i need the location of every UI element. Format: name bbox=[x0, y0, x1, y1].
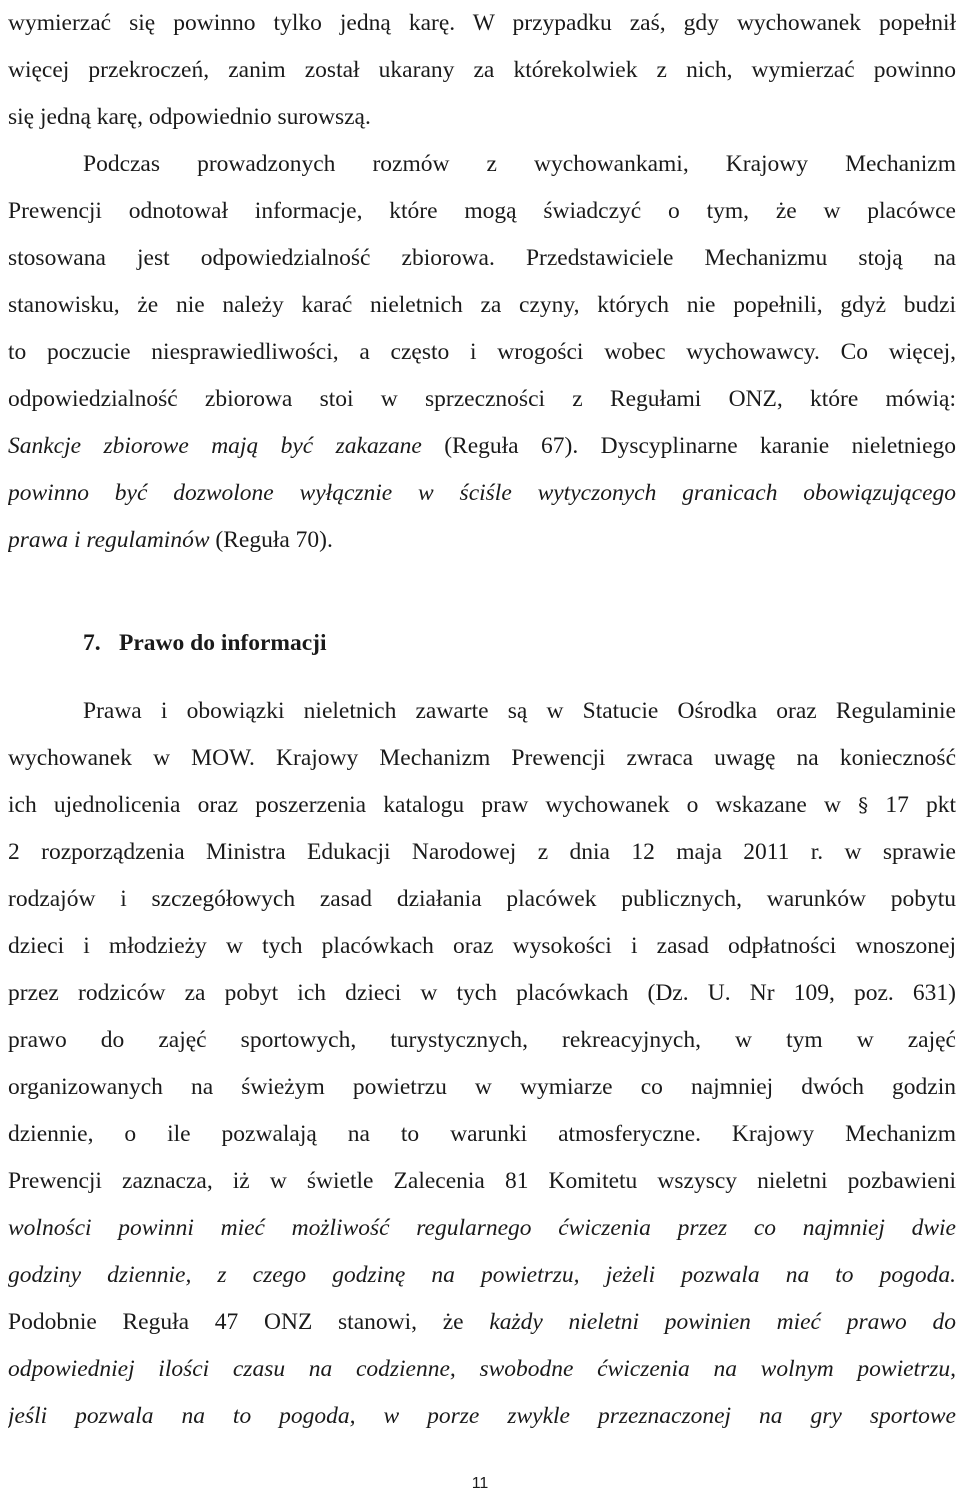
paragraph-2-line-9 bbox=[8, 517, 956, 564]
paragraph-3-line-5: rodzajów i szczegółowych zasad działania placówek publicznych, warunków pobytu bbox=[8, 886, 956, 912]
paragraph-3-line-1: Prawa i obowiązki nieletnich zawarte są w Statucie Ośrodka oraz Regulaminie bbox=[83, 698, 956, 724]
quote-text: odpowiedniej ilości czasu na codzienne, swobodne ćwiczenia na wolnym powietrzu, bbox=[8, 1356, 956, 1382]
paragraph-1-line-3: się jedną karę, odpowiednio surowszą. bbox=[8, 104, 371, 130]
paragraph-3-line-3 bbox=[8, 782, 956, 829]
paragraph-3-line-11: Prewencji zaznacza, iż w świetle Zalecenia 81 Komitetu wszyscy nieletni pozbawieni bbox=[8, 1168, 956, 1194]
paragraph-2-line-4: stanowisku, że nie należy karać nieletnich za czyny, których nie popełnili, gdyż budzi bbox=[8, 292, 956, 318]
paragraph-1-line-1: wymierzać się powinno tylko jedną karę. W przypadku zaś, gdy wychowanek popełnił bbox=[8, 10, 956, 36]
paragraph-3-line-7: przez rodziców za pobyt ich dzieci w tych placówkach (Dz. U. Nr 109, poz. 631) bbox=[8, 980, 956, 1006]
quote-text: każdy nieletni powinien mieć prawo do bbox=[489, 1309, 956, 1335]
paragraph-2-line-6: odpowiedzialność zbiorowa stoi w sprzeczności z Regułami ONZ, które mówią: bbox=[8, 386, 956, 412]
paragraph-3-line-14 bbox=[8, 1299, 956, 1346]
paragraph-3-line-16 bbox=[8, 1393, 956, 1440]
quote-text: godziny dziennie, z czego godzinę na powietrzu, jeżeli pozwala na to pogoda. bbox=[8, 1262, 956, 1288]
line-text: 17 pkt bbox=[868, 792, 956, 818]
quote-text: powinno być dozwolone wyłącznie w ściśle wytyczonych granicach obowiązującego bbox=[8, 480, 956, 506]
section-number: 7. bbox=[83, 630, 101, 656]
paragraph-2-line-1: Podczas prowadzonych rozmów z wychowankami, Krajowy Mechanizm bbox=[83, 151, 956, 177]
paragraph-2-line-7 bbox=[8, 423, 956, 470]
paragraph-2-line-5: to poczucie niesprawiedliwości, a często i wrogości wobec wychowawcy. Co więcej, bbox=[8, 339, 956, 365]
paragraph-1-line-2: więcej przekroczeń, zanim został ukarany za którekolwiek z nich, wymierzać powinno bbox=[8, 57, 956, 83]
line-text: (Reguła 70). bbox=[209, 527, 333, 553]
quote-text: prawa i regulaminów bbox=[8, 527, 210, 553]
paragraph-2-line-8 bbox=[8, 470, 956, 517]
paragraph-2-line-2: Prewencji odnotował informacje, które mogą świadczyć o tym, że w placówce bbox=[8, 198, 956, 224]
paragraph-3-line-9: organizowanych na świeżym powietrzu w wymiarze co najmniej dwóch godzin bbox=[8, 1074, 956, 1100]
paragraph-3-line-15 bbox=[8, 1346, 956, 1393]
paragraph-3-line-4: 2 rozporządzenia Ministra Edukacji Narodowej z dnia 12 maja 2011 r. w sprawie bbox=[8, 839, 956, 865]
paragraph-3-line-10: dziennie, o ile pozwalają na to warunki atmosferyczne. Krajowy Mechanizm bbox=[8, 1121, 956, 1147]
paragraph-3-line-8: prawo do zajęć sportowych, turystycznych, rekreacyjnych, w tym w zajęć bbox=[8, 1027, 956, 1053]
quote-text: Sankcje zbiorowe mają być zakazane bbox=[8, 433, 422, 459]
line-text: (Reguła 67). Dyscyplinarne karanie nieletniego bbox=[421, 433, 956, 459]
paragraph-3-line-13 bbox=[8, 1252, 956, 1299]
section-sign: § bbox=[858, 793, 869, 817]
paragraph-3-line-12 bbox=[8, 1205, 956, 1252]
section-heading bbox=[83, 620, 327, 667]
line-text: ich ujednolicenia oraz poszerzenia katalogu praw wychowanek o wskazane w bbox=[8, 792, 859, 818]
paragraph-3-line-2: wychowanek w MOW. Krajowy Mechanizm Prewencji zwraca uwagę na konieczność bbox=[8, 745, 956, 771]
quote-text: wolności powinni mieć możliwość regularnego ćwiczenia przez co najmniej dwie bbox=[8, 1215, 956, 1241]
line-text: Podobnie Reguła 47 ONZ stanowi, że bbox=[8, 1309, 490, 1335]
quote-text: jeśli pozwala na to pogoda, w porze zwykle przeznaczonej na gry sportowe bbox=[8, 1403, 956, 1429]
section-title: Prawo do informacji bbox=[119, 630, 327, 656]
paragraph-2-line-3: stosowana jest odpowiedzialność zbiorowa. Przedstawiciele Mechanizmu stoją na bbox=[8, 245, 956, 271]
paragraph-3-line-6: dzieci i młodzieży w tych placówkach oraz wysokości i zasad odpłatności wnoszonej bbox=[8, 933, 956, 959]
page-number: 11 bbox=[471, 1475, 489, 1492]
